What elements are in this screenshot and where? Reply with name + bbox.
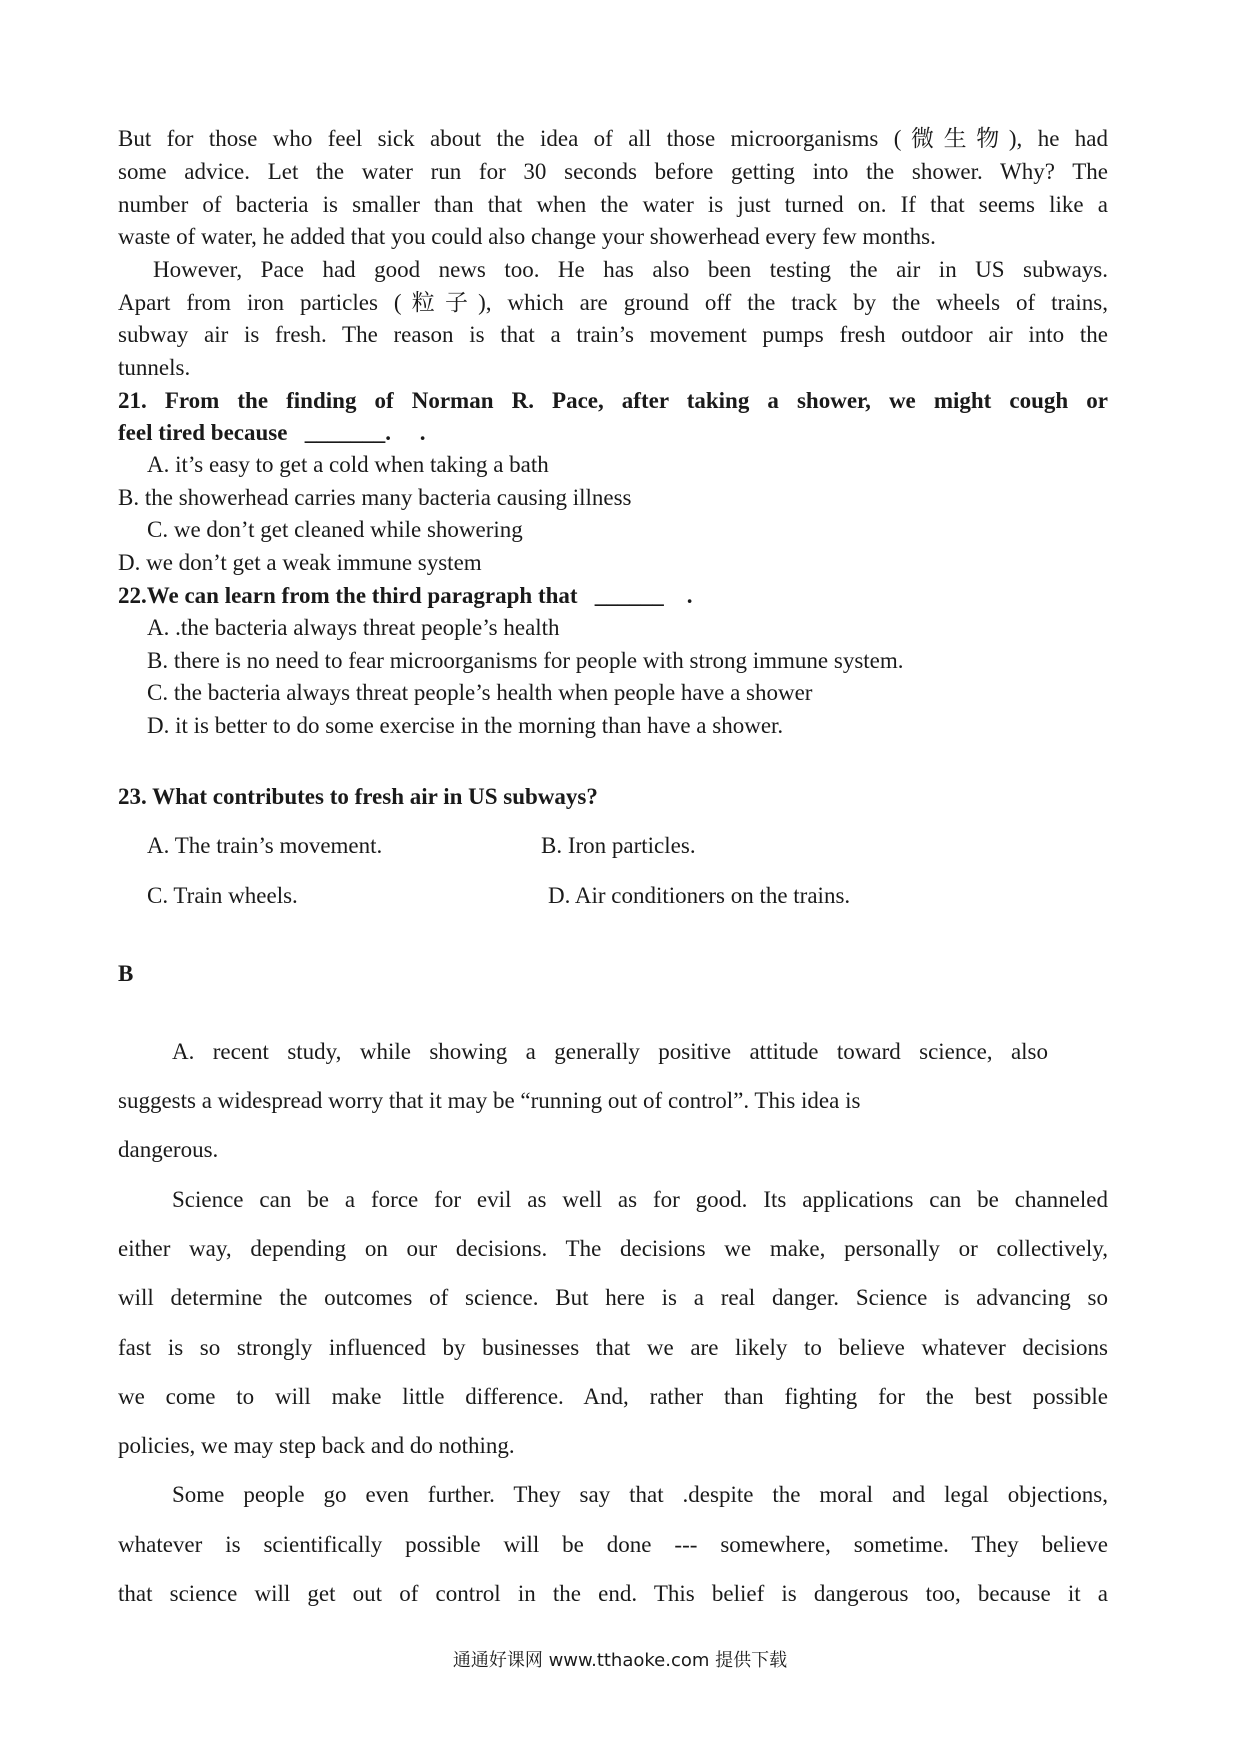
q23-option-c: C. Train wheels. — [147, 883, 298, 908]
q22-option-a: A. .the bacteria always threat people’s health — [147, 615, 560, 640]
q23-option-d: D. Air conditioners on the trains. — [548, 883, 851, 908]
passage-b-p1-line3: dangerous. — [118, 1137, 219, 1162]
passage-b-p2-line2: either way, depending on our decisions. The decisions we make, personally or collectively, — [118, 1236, 1108, 1261]
q22-stem: 22.We can learn from the third paragraph that ______ . — [118, 583, 693, 608]
q22-option-b: B. there is no need to fear microorganisms for people with strong immune system. — [147, 648, 904, 673]
q21-option-d: D. we don’t get a weak immune system — [118, 550, 482, 575]
passage-b-heading: B — [118, 961, 134, 986]
passage-b-p1-line2: suggests a widespread worry that it may be “running out of control”. This idea is — [118, 1088, 861, 1113]
passage-b-p3-line2: whatever is scientifically possible will be done --- somewhere, sometime. They believe — [118, 1532, 1108, 1557]
passage-a-p2-line2: Apart from iron particles (粒子), which are ground off the track by the wheels of trains, — [118, 290, 1108, 315]
passage-a-p2-line4: tunnels. — [118, 355, 191, 380]
passage-b-p1-line1: A. recent study, while showing a generally positive attitude toward science, also — [172, 1039, 1048, 1064]
passage-b-p2-line3: will determine the outcomes of science. But here is a real danger. Science is advancing so — [118, 1285, 1108, 1310]
q21-stem-line1: 21. From the finding of Norman R. Pace, after taking a shower, we might cough or — [118, 388, 1108, 413]
passage-a-p2-line1: However, Pace had good news too. He has also been testing the air in US subways. — [153, 257, 1108, 282]
passage-a-p1-line4: waste of water, he added that you could also change your showerhead every few months. — [118, 224, 936, 249]
passage-a-p1-line1: But for those who feel sick about the idea of all those microorganisms (微生物), he had — [118, 126, 1108, 151]
passage-b-p2-line6: policies, we may step back and do nothing. — [118, 1433, 515, 1458]
q23-option-a: A. The train’s movement. — [147, 833, 383, 858]
passage-b-p2-line4: fast is so strongly influenced by businesses that we are likely to believe whatever decisions — [118, 1335, 1108, 1360]
passage-b-p2-line1: Science can be a force for evil as well as for good. Its applications can be channeled — [172, 1187, 1108, 1212]
q23-stem: 23. What contributes to fresh air in US subways? — [118, 784, 598, 809]
q22-option-c: C. the bacteria always threat people’s health when people have a shower — [147, 680, 813, 705]
passage-b-p2-line5: we come to will make little difference. And, rather than fighting for the best possible — [118, 1384, 1108, 1409]
q23-option-b: B. Iron particles. — [541, 833, 696, 858]
q21-option-c: C. we don’t get cleaned while showering — [147, 517, 523, 542]
q21-option-b: B. the showerhead carries many bacteria causing illness — [118, 485, 632, 510]
passage-b-p3-line3: that science will get out of control in the end. This belief is dangerous too, because it a — [118, 1581, 1108, 1606]
page-footer: 通通好课网 www.tthaoke.com 提供下载 — [452, 1650, 788, 1671]
passage-a-p1-line2: some advice. Let the water run for 30 seconds before getting into the shower. Why? The — [118, 159, 1108, 184]
passage-b-p3-line1: Some people go even further. They say that .despite the moral and legal objections, — [172, 1482, 1108, 1507]
q22-option-d: D. it is better to do some exercise in the morning than have a shower. — [147, 713, 784, 738]
q21-stem-line2: feel tired because _______. . — [118, 420, 426, 445]
passage-a-p2-line3: subway air is fresh. The reason is that a train’s movement pumps fresh outdoor air into the — [118, 322, 1108, 347]
passage-a-p1-line3: number of bacteria is smaller than that when the water is just turned on. If that seems like a — [118, 192, 1108, 217]
q21-option-a: A. it’s easy to get a cold when taking a bath — [147, 452, 549, 477]
